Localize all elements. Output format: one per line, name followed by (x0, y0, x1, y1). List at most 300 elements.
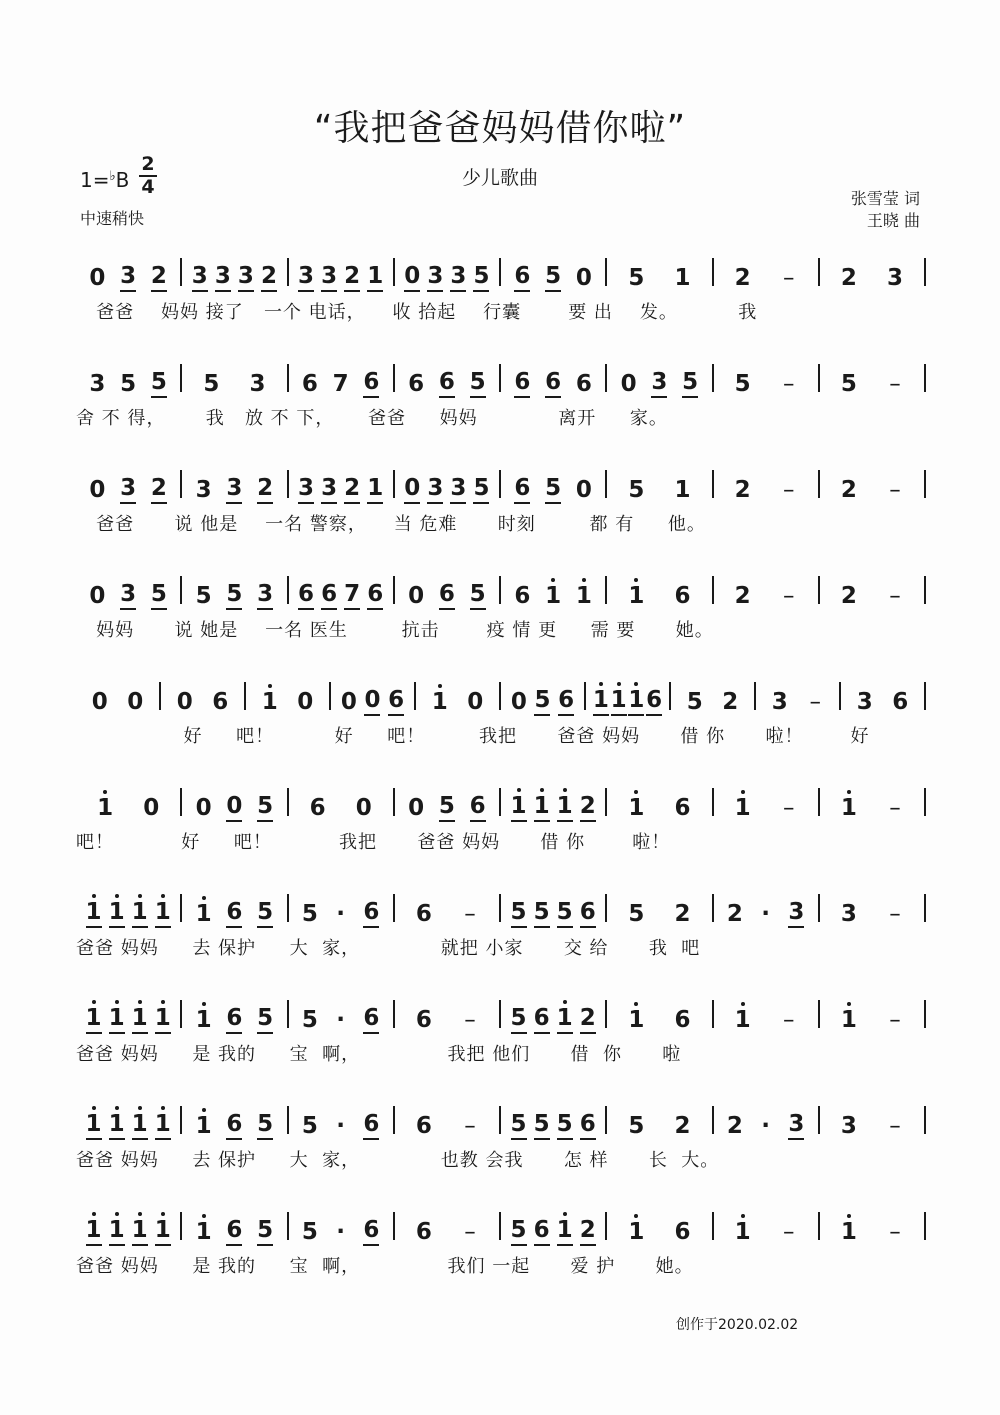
lyrics-line: 吧！ 好 吧！ 我把 爸爸 妈妈 借 你 啦！ (76, 832, 671, 853)
note: 6 (439, 368, 455, 398)
measure (501, 1206, 605, 1246)
measure (714, 1206, 818, 1246)
note: 0 (575, 265, 592, 291)
note: 3 (298, 262, 314, 292)
measure (820, 888, 924, 928)
note: 5 (301, 1219, 318, 1245)
note: 5 (301, 1113, 318, 1139)
dash-note: – (809, 689, 821, 715)
note: 2 (840, 265, 857, 291)
note: 5 (628, 1113, 645, 1139)
note: 5 (257, 792, 273, 822)
note: 1 (628, 1007, 645, 1033)
measure (607, 570, 711, 610)
measure (756, 676, 839, 716)
dash-note: – (782, 1007, 795, 1033)
barline (924, 894, 926, 922)
lyrics-line: 爸爸 说 他是 一名 警察， 当 危难 时刻 都 有 他。 (76, 514, 706, 535)
note: 0 (226, 792, 242, 822)
measure (607, 994, 711, 1034)
note: 1 (674, 265, 691, 291)
note: 1 (557, 1004, 573, 1034)
notes-row (76, 246, 926, 292)
note: 5 (120, 371, 137, 397)
note: 0 (355, 795, 372, 821)
measure (289, 888, 393, 928)
note: 2 (674, 901, 691, 927)
note: 3 (886, 265, 903, 291)
note: 1 (97, 795, 114, 821)
note: 0 (127, 689, 144, 715)
notes-row (76, 670, 926, 716)
measure (714, 888, 818, 928)
notes-row (76, 988, 926, 1034)
note: 6 (321, 580, 337, 610)
measure (416, 676, 499, 716)
dash-note: – (464, 1219, 476, 1245)
note: 5 (545, 262, 561, 292)
measure (501, 464, 605, 504)
note: · (336, 1219, 345, 1245)
note: 5 (686, 689, 703, 715)
dash-note: – (782, 795, 795, 821)
dash-note: – (889, 901, 901, 927)
score-system (0, 1094, 1000, 1200)
note: 1 (86, 1004, 102, 1034)
note: 3 (771, 689, 788, 715)
measure (395, 358, 499, 398)
note: 5 (557, 1110, 573, 1140)
measure (289, 1206, 393, 1246)
note: 1 (367, 262, 383, 292)
note: 0 (340, 689, 357, 715)
note: 6 (674, 795, 691, 821)
note: 1 (86, 1216, 102, 1246)
note: 2 (734, 583, 751, 609)
note: 6 (646, 686, 662, 716)
note: 5 (534, 898, 550, 928)
note: 5 (470, 580, 486, 610)
note: 6 (415, 1219, 432, 1245)
note: 5 (195, 583, 212, 609)
note: 1 (557, 792, 573, 822)
note: 6 (575, 371, 592, 397)
note: 5 (439, 792, 455, 822)
note: 2 (580, 792, 596, 822)
note: 3 (450, 262, 466, 292)
note: 6 (408, 371, 425, 397)
note: 5 (840, 371, 857, 397)
note: 1 (511, 792, 527, 822)
note: 2 (840, 583, 857, 609)
note: 6 (892, 689, 909, 715)
measure (714, 252, 818, 292)
note: 5 (511, 1216, 527, 1246)
measure (76, 994, 180, 1034)
note: 6 (212, 689, 229, 715)
note: 1 (86, 898, 102, 928)
lyrics-line: 爸爸 妈妈 去 保护 大 家， 就把 小家 交 给 我 吧 (76, 938, 701, 959)
note: 5 (734, 371, 751, 397)
note: 0 (143, 795, 160, 821)
measure (607, 252, 711, 292)
note: 2 (734, 477, 751, 503)
measure (289, 358, 393, 398)
note: 1 (593, 686, 609, 716)
note: 0 (364, 686, 380, 716)
note: 1 (611, 686, 627, 716)
note: 0 (89, 477, 106, 503)
score-system (0, 1200, 1000, 1306)
note: 2 (674, 1113, 691, 1139)
note: 6 (415, 901, 432, 927)
note: · (336, 1113, 345, 1139)
note: 5 (534, 1110, 550, 1140)
measure (182, 570, 286, 610)
note: · (761, 901, 770, 927)
note: 5 (301, 901, 318, 927)
note: 1 (109, 1004, 125, 1034)
score-system (0, 564, 1000, 670)
measure (841, 676, 924, 716)
measure (820, 1100, 924, 1140)
note: 2 (151, 474, 167, 504)
measure (820, 252, 924, 292)
measure (289, 994, 393, 1034)
note: 1 (628, 686, 644, 716)
note: 5 (628, 265, 645, 291)
barline (924, 788, 926, 816)
note: 0 (510, 689, 527, 715)
song-subtitle: 少儿歌曲 (461, 167, 538, 189)
note: 3 (298, 474, 314, 504)
measure (607, 358, 711, 398)
note: 3 (215, 262, 231, 292)
note: 1 (109, 1216, 125, 1246)
measure (76, 252, 180, 292)
note: 6 (298, 580, 314, 610)
note: 3 (226, 474, 242, 504)
note: 6 (439, 580, 455, 610)
note: 7 (344, 580, 360, 610)
measure (76, 1206, 180, 1246)
dash-note: – (464, 901, 476, 927)
lyrics-line: 妈妈 说 她是 一名 医生 抗击 疫 情 更 需 要 她。 (76, 620, 714, 641)
note: · (336, 1007, 345, 1033)
lyrics-line: 爸爸 妈妈 接了 一个 电话， 收 拾起 行囊 要 出 发。 我 (76, 302, 758, 323)
barline (924, 1106, 926, 1134)
note: 1 (109, 898, 125, 928)
note: 0 (176, 689, 193, 715)
note: 5 (511, 898, 527, 928)
note: 0 (89, 583, 106, 609)
song-title: “我把爸爸妈妈借你啦” (313, 108, 687, 149)
measure (607, 782, 711, 822)
measure (501, 570, 605, 610)
measure (395, 570, 499, 610)
note: 1 (155, 1110, 171, 1140)
note: 7 (332, 371, 349, 397)
measure (182, 1100, 286, 1140)
measure (714, 994, 818, 1034)
barline (924, 682, 926, 710)
dash-note: – (464, 1007, 476, 1033)
note: 1 (734, 1007, 751, 1033)
dash-note: – (464, 1113, 476, 1139)
note: 1 (109, 1110, 125, 1140)
note: 5 (511, 1004, 527, 1034)
dash-note: – (889, 583, 901, 609)
note: 1 (628, 795, 645, 821)
note: 5 (151, 580, 167, 610)
measure (820, 570, 924, 610)
note: 2 (726, 1113, 743, 1139)
measure (586, 676, 669, 716)
note: 6 (363, 1004, 379, 1034)
measure (501, 782, 605, 822)
measure (76, 570, 180, 610)
note: 3 (192, 262, 208, 292)
note: 1 (132, 1216, 148, 1246)
note: 1 (674, 477, 691, 503)
note: 5 (470, 368, 486, 398)
measure (182, 464, 286, 504)
note: 6 (580, 898, 596, 928)
flat-sign: ♭ (109, 169, 116, 184)
tempo-marking: 中速稍快 (80, 209, 145, 228)
lyrics-line: 好 吧！ 好 吧！ 我把 爸爸 妈妈 借 你 啦！ 好 (76, 726, 870, 747)
measure (182, 358, 286, 398)
score-system (0, 776, 1000, 882)
measure (501, 994, 605, 1034)
measure (501, 888, 605, 928)
barline (924, 1000, 926, 1028)
note: 5 (628, 901, 645, 927)
measure (607, 464, 711, 504)
note: 0 (467, 689, 484, 715)
measure (76, 1100, 180, 1140)
measure (182, 888, 286, 928)
time-signature (137, 154, 159, 198)
note: 5 (682, 368, 698, 398)
note: 6 (514, 474, 530, 504)
measure (714, 570, 818, 610)
note: 1 (132, 1004, 148, 1034)
note: 3 (195, 477, 212, 503)
measure (395, 888, 499, 928)
note: 0 (195, 795, 212, 821)
dash-note: – (889, 795, 901, 821)
note: 6 (363, 1216, 379, 1246)
notes-row (76, 1200, 926, 1246)
measure (820, 1206, 924, 1246)
dash-note: – (889, 477, 901, 503)
note: 6 (363, 368, 379, 398)
score-system (0, 352, 1000, 458)
measure (395, 1206, 499, 1246)
measure (714, 782, 818, 822)
note: 2 (261, 262, 277, 292)
note: 6 (415, 1113, 432, 1139)
lyricist-credit: 张雪莹 词 (850, 189, 920, 208)
score-system (0, 882, 1000, 988)
measure (246, 676, 329, 716)
note: 1 (840, 1007, 857, 1033)
note: 6 (558, 686, 574, 716)
notes-row (76, 458, 926, 504)
lyrics-line: 爸爸 妈妈 去 保护 大 家， 也教 会我 怎 样 长 大。 (76, 1150, 720, 1171)
note: 0 (297, 689, 314, 715)
measure (501, 1100, 605, 1140)
note: 2 (722, 689, 739, 715)
note: 3 (788, 1110, 804, 1140)
note: 6 (301, 371, 318, 397)
note: 6 (514, 368, 530, 398)
note: 1 (534, 792, 550, 822)
measure (714, 358, 818, 398)
note: 1 (628, 583, 645, 609)
note: 3 (450, 474, 466, 504)
measure (161, 676, 244, 716)
note: 2 (726, 901, 743, 927)
note: 6 (674, 1219, 691, 1245)
dash-note: – (889, 371, 901, 397)
note: 0 (575, 477, 592, 503)
measure (395, 994, 499, 1034)
measure (820, 994, 924, 1034)
note: 5 (628, 477, 645, 503)
dash-note: – (782, 1219, 795, 1245)
note: 3 (89, 371, 106, 397)
composer-credit: 王晓 曲 (866, 211, 920, 230)
barline (924, 470, 926, 498)
note: 3 (427, 262, 443, 292)
note: 1 (734, 795, 751, 821)
note: 6 (514, 262, 530, 292)
note: 6 (226, 1216, 242, 1246)
note: 2 (344, 262, 360, 292)
note: 3 (651, 368, 667, 398)
barline (924, 1212, 926, 1240)
measure (289, 570, 393, 610)
lyrics-line: 舍 不 得， 我 放 不 下， 爸爸 妈妈 离开 家。 (76, 408, 668, 429)
key-note: B (115, 168, 130, 192)
note: 0 (89, 265, 106, 291)
measure (501, 252, 605, 292)
time-signature-bottom: 4 (141, 176, 155, 198)
note: 1 (734, 1219, 751, 1245)
note: 5 (534, 686, 550, 716)
note: 2 (257, 474, 273, 504)
note: 1 (155, 898, 171, 928)
measure (820, 358, 924, 398)
measure (607, 1206, 711, 1246)
note: 1 (195, 1113, 212, 1139)
note: 6 (388, 686, 404, 716)
note: 3 (840, 1113, 857, 1139)
score-system (0, 246, 1000, 352)
measure (76, 782, 180, 822)
measure (289, 782, 393, 822)
note: 2 (344, 474, 360, 504)
note: 1 (132, 898, 148, 928)
note: · (336, 901, 345, 927)
note: 1 (195, 1219, 212, 1245)
measure (76, 464, 180, 504)
barline (924, 258, 926, 286)
notes-row (76, 882, 926, 928)
dash-note: – (889, 1113, 901, 1139)
notes-row (76, 776, 926, 822)
note: 0 (620, 371, 637, 397)
note: 6 (226, 898, 242, 928)
note: 5 (473, 474, 489, 504)
note: 6 (674, 583, 691, 609)
note: 6 (534, 1004, 550, 1034)
score-system (0, 670, 1000, 776)
measure (289, 252, 393, 292)
note: 3 (120, 262, 136, 292)
note: 6 (470, 792, 486, 822)
note: 0 (408, 795, 425, 821)
note: 1 (840, 1219, 857, 1245)
note: 5 (473, 262, 489, 292)
note: 5 (226, 580, 242, 610)
note: 1 (840, 795, 857, 821)
note: 1 (195, 1007, 212, 1033)
note: · (761, 1113, 770, 1139)
measure (501, 676, 584, 716)
note: 3 (321, 262, 337, 292)
dash-note: – (782, 583, 795, 609)
note: 2 (734, 265, 751, 291)
note: 1 (155, 1216, 171, 1246)
measure (395, 1100, 499, 1140)
note: 6 (226, 1004, 242, 1034)
measure (289, 1100, 393, 1140)
note: 0 (404, 262, 420, 292)
measure (501, 358, 605, 398)
notes-row (76, 564, 926, 610)
note: 0 (404, 474, 420, 504)
measure (331, 676, 414, 716)
note: 6 (514, 583, 531, 609)
note: 6 (415, 1007, 432, 1033)
lyrics-line: 爸爸 妈妈 是 我的 宝 啊， 我把 他们 借 你 啦 (76, 1044, 682, 1065)
note: 3 (427, 474, 443, 504)
dash-note: – (782, 265, 795, 291)
measure (820, 782, 924, 822)
note: 6 (674, 1007, 691, 1033)
barline (924, 576, 926, 604)
measure (182, 994, 286, 1034)
note: 5 (545, 474, 561, 504)
note: 5 (511, 1110, 527, 1140)
notes-row (76, 1094, 926, 1140)
note: 5 (151, 368, 167, 398)
note: 5 (557, 898, 573, 928)
measure (289, 464, 393, 504)
note: 6 (545, 368, 561, 398)
note: 2 (151, 262, 167, 292)
note: 3 (120, 580, 136, 610)
note: 1 (86, 1110, 102, 1140)
note: 1 (155, 1004, 171, 1034)
dash-note: – (889, 1219, 901, 1245)
dash-note: – (782, 371, 795, 397)
note: 5 (257, 1004, 273, 1034)
score-system (0, 988, 1000, 1094)
